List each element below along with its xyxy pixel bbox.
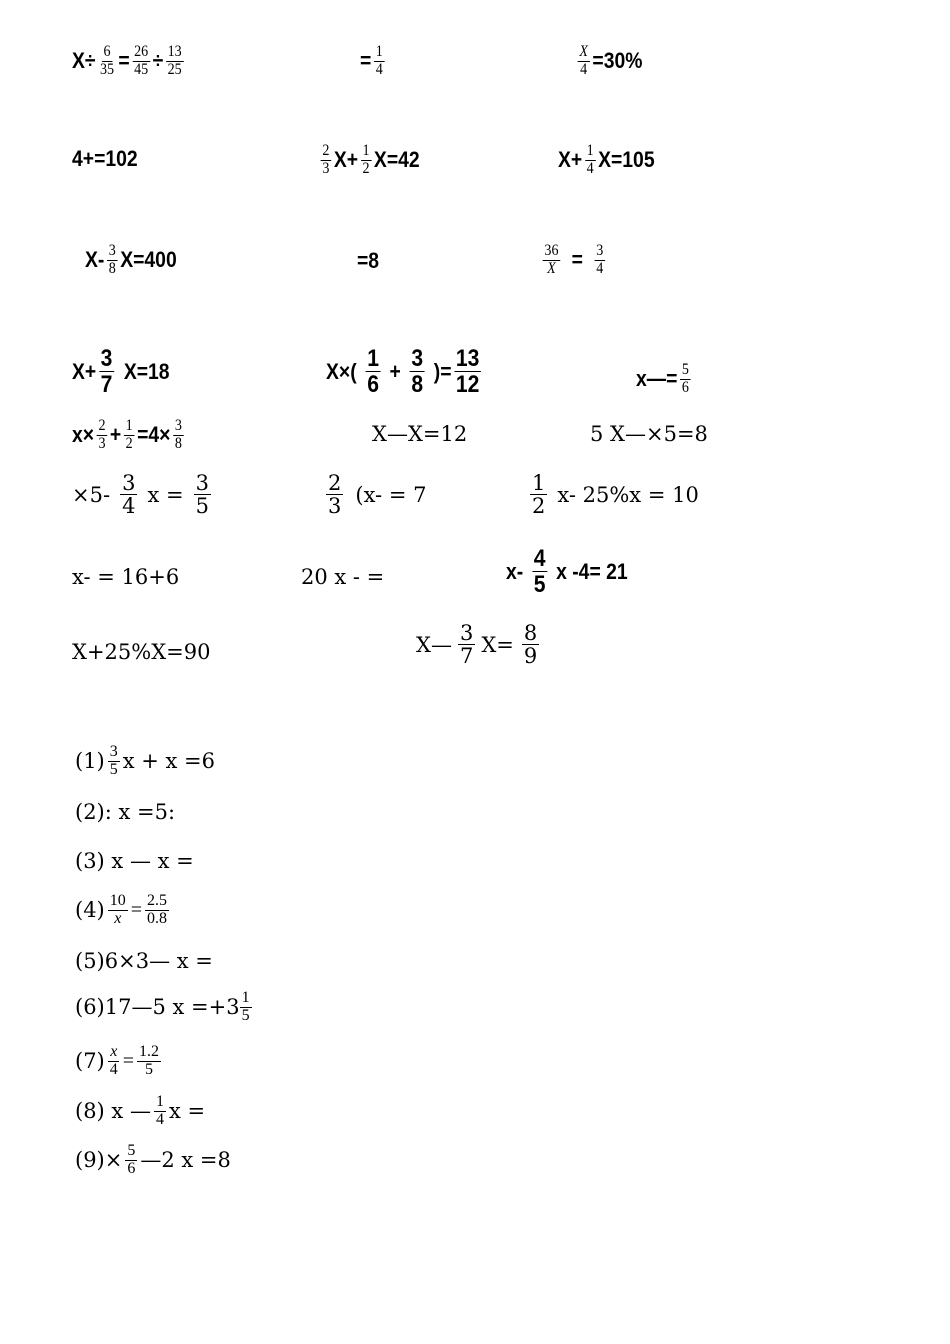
equation-r3-a xyxy=(85,243,177,278)
fraction: $\frac{1}{2}$ xyxy=(125,417,133,452)
equation-r5-b xyxy=(372,422,467,446)
fraction: $\frac{1}{4}$ xyxy=(155,1093,164,1128)
fraction: $\frac{3}{5}$ xyxy=(195,471,209,519)
eq-text: + xyxy=(389,358,401,384)
eq-text: X— xyxy=(416,632,452,657)
list-text: (8) x — xyxy=(75,1099,151,1124)
equation-r6-a xyxy=(72,472,221,517)
fraction: $\frac{3}{8}$ xyxy=(174,417,182,452)
equation-r1-a xyxy=(72,44,186,79)
eq-text: x- 25%x = 10 xyxy=(557,482,699,507)
fraction: $\frac{26}{45}$ xyxy=(134,43,149,78)
equation-r1-b xyxy=(360,44,387,79)
equation-r7-b xyxy=(301,565,384,589)
eq-text: = xyxy=(571,247,583,273)
list-item-4 xyxy=(75,893,172,928)
list-text: (1) xyxy=(75,749,105,774)
eq-text: )= xyxy=(433,358,452,384)
fraction: $\frac{5}{6}$ xyxy=(681,361,689,396)
equation-r4-c xyxy=(636,362,693,397)
eq-text: = xyxy=(360,48,372,74)
list-text: = xyxy=(130,898,143,921)
equation-r7-a xyxy=(72,565,179,589)
fraction: $\frac{13}{12}$ xyxy=(455,345,480,399)
eq-text: X= xyxy=(481,632,514,657)
eq-text: X×( xyxy=(326,358,357,384)
list-text: (2): x =5: xyxy=(75,800,176,824)
fraction: $\frac{3}{4}$ xyxy=(596,242,604,277)
list-item-5 xyxy=(75,949,213,973)
list-text: = xyxy=(122,1049,135,1072)
fraction: $\frac{1}{5}$ xyxy=(241,989,250,1024)
list-item-2 xyxy=(75,800,175,824)
fraction: $\frac{13}{25}$ xyxy=(167,43,182,78)
equation-r5-a xyxy=(72,418,186,453)
fraction: $\frac{3}{7}$ xyxy=(459,621,474,669)
fraction: $\frac{3}{8}$ xyxy=(411,345,424,399)
equation-r2-a xyxy=(72,146,138,172)
list-text: (5)6×3— x = xyxy=(75,949,213,973)
fraction: $\frac{X}{4}$ xyxy=(579,43,589,78)
fraction: $\frac{2.5}{0.8}$ xyxy=(147,892,168,927)
list-text: x + x =6 xyxy=(122,749,216,774)
eq-text: x—= xyxy=(636,366,678,392)
eq-text: 5 X—×5=8 xyxy=(590,422,708,446)
eq-text: 4+=102 xyxy=(72,146,138,171)
list-text: (7) xyxy=(75,1049,105,1074)
equation-r8-a xyxy=(72,640,211,664)
equation-r3-b xyxy=(357,248,379,274)
eq-text: X- xyxy=(85,247,105,273)
eq-text: X=400 xyxy=(120,247,177,273)
eq-text: X+25%X=90 xyxy=(72,640,211,664)
eq-text: X—X=12 xyxy=(372,422,468,446)
fraction: $\frac{3}{8}$ xyxy=(108,242,116,277)
eq-text: X=18 xyxy=(123,358,170,384)
fraction: $\frac{x}{4}$ xyxy=(109,1043,118,1078)
list-item-9 xyxy=(75,1143,231,1178)
fraction: $\frac{6}{35}$ xyxy=(99,43,115,78)
fraction: $\frac{2}{3}$ xyxy=(98,417,106,452)
eq-text: x = xyxy=(147,482,184,507)
fraction: $\frac{1}{6}$ xyxy=(367,345,379,399)
eq-text: + xyxy=(109,422,122,448)
fraction: $\frac{1}{2}$ xyxy=(362,142,370,177)
equation-r8-b xyxy=(416,622,547,667)
equation-r2-c xyxy=(558,143,655,178)
eq-text: =8 xyxy=(357,248,380,273)
fraction: $\frac{1.2}{5}$ xyxy=(139,1043,160,1078)
eq-text: x -4= 21 xyxy=(556,558,628,584)
fraction: $\frac{1}{2}$ xyxy=(532,471,546,519)
equation-r3-c xyxy=(540,243,608,278)
equation-r4-a xyxy=(72,346,170,397)
equation-r5-c xyxy=(590,422,708,446)
list-text: (3) x — x = xyxy=(75,849,194,873)
fraction: $\frac{8}{9}$ xyxy=(523,621,538,669)
list-item-8 xyxy=(75,1094,205,1129)
list-item-1 xyxy=(75,744,215,779)
equation-r4-b xyxy=(326,346,484,397)
eq-text: =30% xyxy=(592,48,643,74)
eq-text: x- xyxy=(506,558,524,584)
fraction: $\frac{2}{3}$ xyxy=(328,471,342,519)
eq-text: ÷ xyxy=(152,48,164,74)
fraction: $\frac{3}{4}$ xyxy=(122,471,136,519)
fraction: $\frac{3}{7}$ xyxy=(100,345,113,399)
fraction: $\frac{1}{4}$ xyxy=(586,142,594,177)
fraction: $\frac{5}{6}$ xyxy=(127,1142,136,1177)
eq-text: X÷ xyxy=(72,48,96,74)
equation-r6-b xyxy=(323,472,426,517)
eq-text: x- = 16+6 xyxy=(72,565,180,589)
eq-text: = xyxy=(118,48,130,74)
eq-text: X=42 xyxy=(373,147,420,173)
equation-r2-b xyxy=(318,143,420,178)
equation-r7-c xyxy=(506,546,628,597)
eq-text: (x- = 7 xyxy=(355,482,427,507)
fraction: $\frac{3}{5}$ xyxy=(109,743,118,778)
list-text: (6)17—5 x =+3 xyxy=(75,995,240,1020)
equation-r1-c xyxy=(575,44,642,79)
list-text: x = xyxy=(168,1099,206,1124)
equation-r6-c xyxy=(527,472,699,517)
eq-text: X+ xyxy=(558,147,583,173)
fraction: $\frac{4}{5}$ xyxy=(533,545,546,599)
fraction: $\frac{1}{4}$ xyxy=(375,43,383,78)
list-item-6 xyxy=(75,990,255,1025)
eq-text: 20 x - = xyxy=(301,565,385,589)
list-text: (9)× xyxy=(75,1148,123,1173)
eq-text: X=105 xyxy=(598,147,655,173)
fraction: $\frac{36}{X}$ xyxy=(544,242,559,277)
eq-text: =4× xyxy=(137,422,171,448)
eq-text: X+ xyxy=(333,147,359,173)
list-text: —2 x =8 xyxy=(140,1148,231,1173)
eq-text: x× xyxy=(72,422,95,448)
eq-text: X+ xyxy=(72,358,97,384)
fraction: $\frac{2}{3}$ xyxy=(322,142,330,177)
list-item-3 xyxy=(75,849,194,873)
eq-text: ×5- xyxy=(72,482,111,507)
list-item-7 xyxy=(75,1044,164,1079)
list-text: (4) xyxy=(75,898,105,923)
fraction: $\frac{10}{x}$ xyxy=(109,892,126,927)
